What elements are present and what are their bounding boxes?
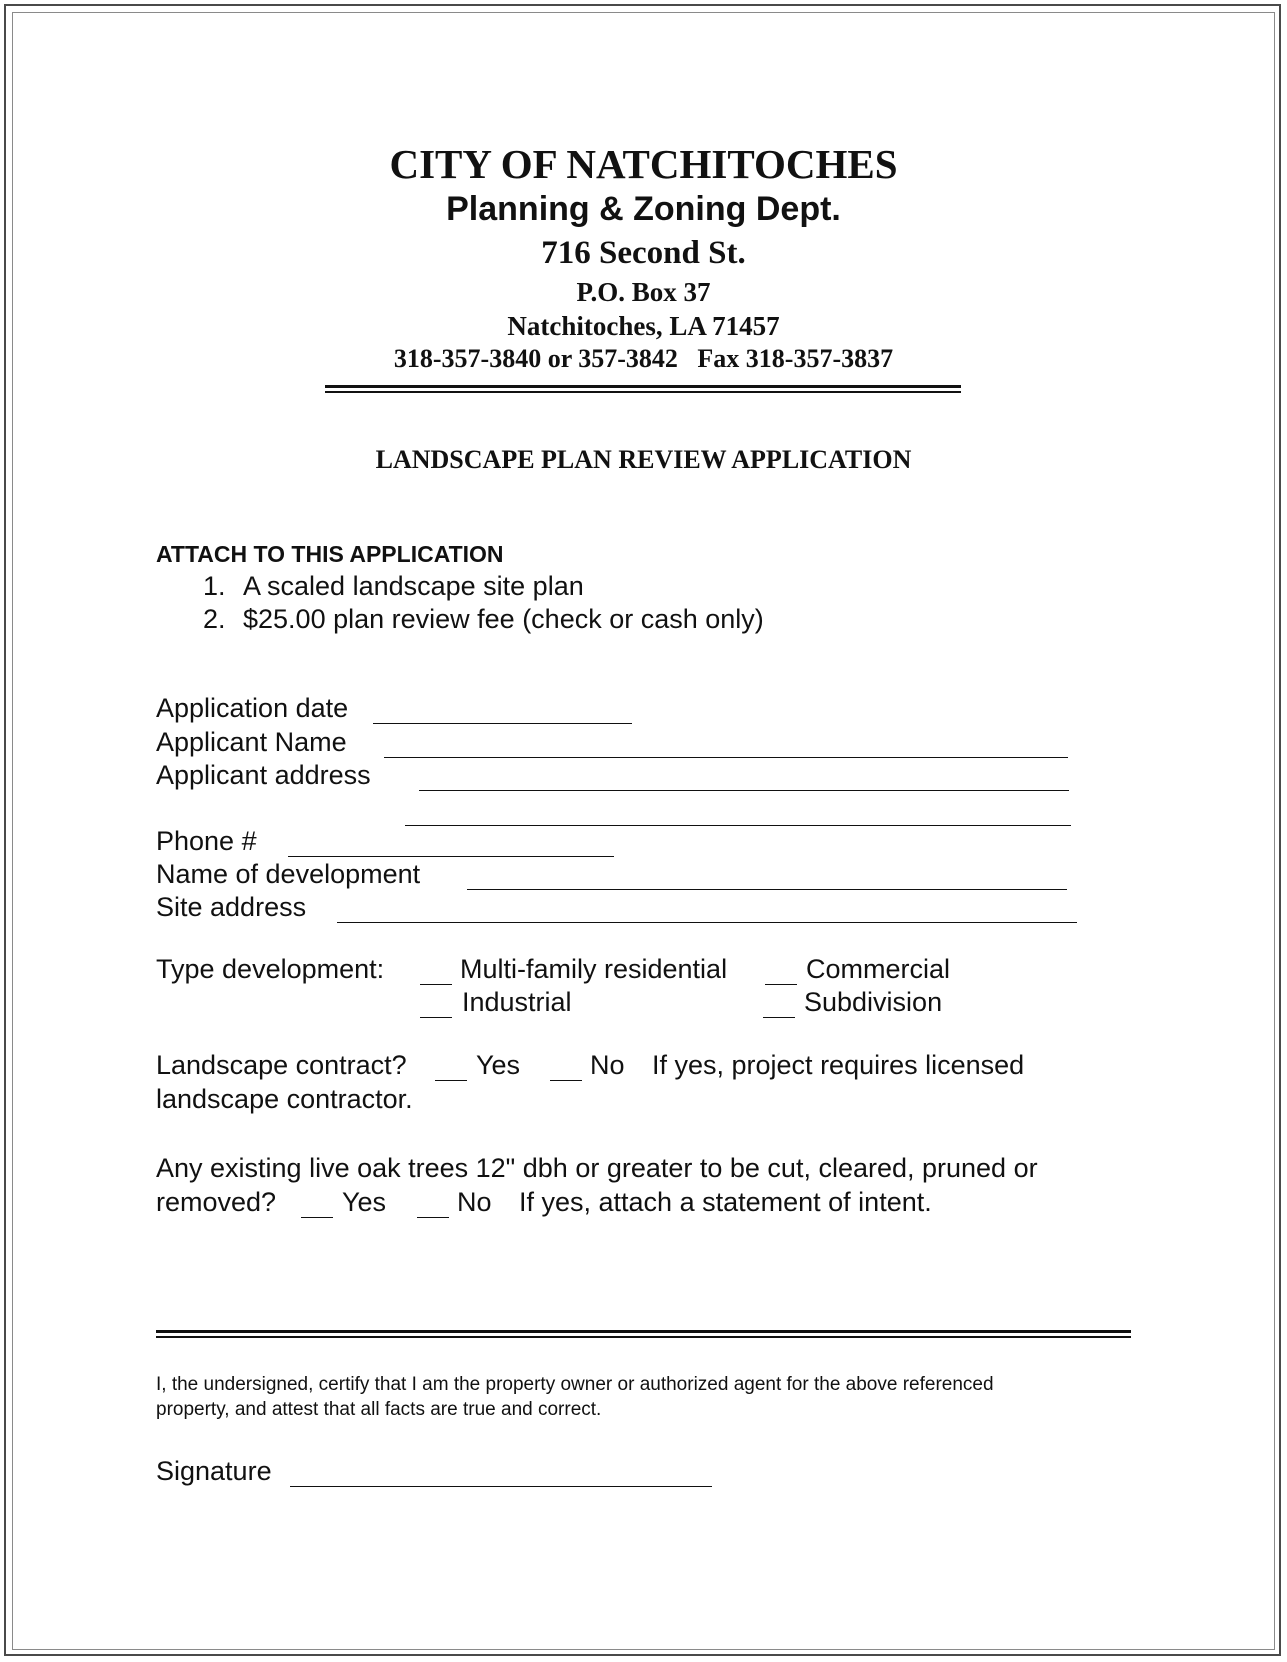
attach-heading: ATTACH TO THIS APPLICATION [156, 541, 504, 567]
signature-blank[interactable] [290, 1486, 712, 1487]
landscape-contract-note-line2: landscape contractor. [156, 1084, 413, 1114]
letterhead-phone-fax: 318-357-3840 or 357-3842 Fax 318-357-3837 [393, 344, 894, 373]
applicant-name-label: Applicant Name [156, 727, 347, 757]
development-name-label: Name of development [156, 859, 421, 889]
letterhead-double-rule [325, 385, 961, 393]
attach-item-2-number: 2. [203, 604, 226, 634]
live-oak-yes-blank[interactable] [301, 1217, 333, 1218]
letterhead-street: 716 Second St. [541, 235, 746, 271]
applicant-name-blank[interactable] [384, 757, 1068, 758]
landscape-contract-yes-blank[interactable] [435, 1080, 467, 1081]
multi-family-option: Multi-family residential [460, 954, 728, 984]
application-date-label: Application date [156, 693, 349, 723]
landscape-contract-yes-label: Yes [476, 1050, 521, 1080]
letterhead-city: CITY OF NATCHITOCHES [389, 141, 898, 187]
letterhead-city-state-zip: Natchitoches, LA 71457 [507, 311, 780, 341]
phone-label: Phone # [156, 826, 257, 856]
type-development-label: Type development: [156, 954, 385, 984]
landscape-contract-no-blank[interactable] [550, 1080, 582, 1081]
attach-item-1-text: A scaled landscape site plan [243, 571, 584, 601]
industrial-option: Industrial [462, 987, 572, 1017]
applicant-address-label: Applicant address [156, 760, 371, 790]
site-address-label: Site address [156, 892, 307, 922]
certification-line-2: property, and attest that all facts are true and correct. [156, 1399, 602, 1420]
applicant-address-blank-2[interactable] [405, 825, 1071, 826]
live-oak-question-line2: removed? [156, 1187, 277, 1217]
signature-label: Signature [156, 1456, 272, 1486]
live-oak-yes-label: Yes [342, 1187, 387, 1217]
subdivision-checkbox-blank[interactable] [763, 1017, 795, 1018]
certification-double-rule [156, 1330, 1131, 1338]
multi-family-checkbox-blank[interactable] [420, 984, 452, 985]
phone-blank[interactable] [288, 856, 614, 857]
letterhead-department: Planning & Zoning Dept. [446, 190, 841, 228]
landscape-contract-question: Landscape contract? [156, 1050, 407, 1080]
commercial-checkbox-blank[interactable] [765, 984, 797, 985]
live-oak-no-blank[interactable] [417, 1217, 449, 1218]
landscape-contract-no-label: No [590, 1050, 625, 1080]
letterhead-po-box: P.O. Box 37 [576, 277, 711, 307]
subdivision-option: Subdivision [804, 987, 943, 1017]
live-oak-no-label: No [457, 1187, 492, 1217]
certification-line-1: I, the undersigned, certify that I am the property owner or authorized agent for the above referenced [156, 1374, 994, 1395]
form-title: LANDSCAPE PLAN REVIEW APPLICATION [375, 445, 912, 474]
industrial-checkbox-blank[interactable] [420, 1017, 452, 1018]
live-oak-note: If yes, attach a statement of intent. [519, 1187, 932, 1217]
development-name-blank[interactable] [467, 889, 1067, 890]
landscape-contract-note: If yes, project requires licensed [652, 1050, 1025, 1080]
site-address-blank[interactable] [337, 922, 1077, 923]
application-date-blank[interactable] [373, 723, 632, 724]
commercial-option: Commercial [806, 954, 951, 984]
attach-item-1-number: 1. [203, 571, 226, 601]
live-oak-question: Any existing live oak trees 12" dbh or greater to be cut, cleared, pruned or [156, 1153, 1038, 1183]
attach-item-2-text: $25.00 plan review fee (check or cash only) [243, 604, 764, 634]
applicant-address-blank-1[interactable] [419, 790, 1069, 791]
